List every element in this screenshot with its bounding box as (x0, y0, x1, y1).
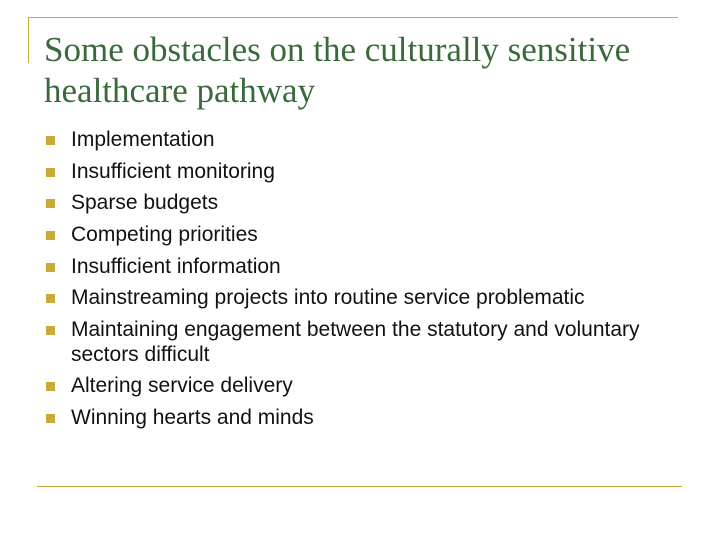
list-item (44, 406, 684, 431)
top-rule-vertical (28, 17, 29, 63)
list-item-text: Implementation (71, 128, 215, 151)
list-item-text: Altering service delivery (71, 374, 293, 398)
list-item (44, 374, 684, 399)
list-item-text: Insufficient monitoring (71, 159, 275, 183)
slide-title: Some obstacles on the culturally sensitive healthcare pathway (44, 30, 631, 110)
list-item (44, 160, 684, 185)
list-item (44, 128, 684, 153)
square-bullet-icon (46, 382, 55, 391)
bullet-list (44, 128, 684, 438)
square-bullet-icon (46, 199, 55, 208)
list-item-text: Sparse budgets (71, 191, 219, 215)
list-item (44, 318, 684, 367)
square-bullet-icon (46, 263, 55, 272)
list-item-text: Competing priorities (71, 223, 258, 247)
list-item-text: Winning hearts and minds (71, 406, 314, 429)
square-bullet-icon (46, 326, 55, 335)
square-bullet-icon (46, 231, 55, 240)
bottom-rule (37, 486, 682, 487)
list-item-text: Mainstreaming projects into routine service problematic (71, 286, 585, 310)
list-item (44, 223, 684, 248)
list-item-text: Insufficient information (71, 254, 281, 278)
square-bullet-icon (46, 136, 55, 145)
square-bullet-icon (46, 168, 55, 177)
list-item (44, 255, 684, 280)
top-rule-horizontal (28, 17, 678, 18)
list-item (44, 191, 684, 216)
list-item-text: Maintaining engagement between the statutory and voluntary sectors difficult (71, 318, 640, 366)
square-bullet-icon (46, 414, 55, 423)
list-item (44, 286, 684, 311)
square-bullet-icon (46, 294, 55, 303)
